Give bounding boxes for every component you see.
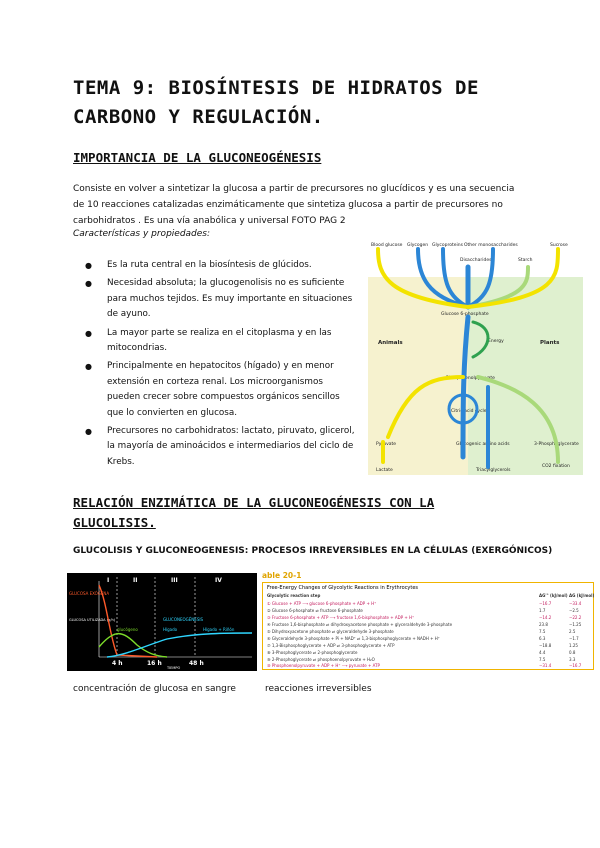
label-exogenous-glucose: GLUCOSA EXÓGENA bbox=[69, 591, 110, 596]
properties-list bbox=[85, 258, 355, 473]
row-dg0: 6.3 bbox=[539, 636, 546, 641]
row-dg: 3.3 bbox=[569, 657, 576, 662]
table-title: Free-Energy Changes of Glycolytic Reactions in Erythrocytes bbox=[267, 585, 419, 591]
list-item: ● Principalmente en hepatocitos (hígado) y en menor extensión en corteza renal. Los microorganismos pueden crecer sobre compuestos orgánicos sencillos que lo convierten en glucosa. bbox=[85, 359, 355, 421]
table-row bbox=[267, 650, 589, 655]
gluconeogenesis-diagram bbox=[368, 237, 583, 475]
col-reaction: Glycolytic reaction step bbox=[267, 593, 321, 598]
row-dg0: 7.5 bbox=[539, 629, 546, 634]
label-disaccharides: Disaccharides bbox=[460, 258, 492, 263]
phase-label: III bbox=[171, 577, 178, 584]
label-glycogen: Glycogen bbox=[407, 243, 429, 248]
table-row bbox=[267, 657, 589, 662]
col-dg0: ΔG'° (kJ/mol) bbox=[539, 593, 568, 598]
row-dg0: −31.4 bbox=[539, 663, 552, 668]
row-dg0: −18.8 bbox=[539, 643, 552, 648]
glycolysis-subheading: GLUCOLISIS Y GLUCONEOGENESIS: PROCESOS IRREVERSIBLES EN LA CÉLULAS (EXERGÓNICOS) bbox=[73, 546, 553, 556]
free-energy-table bbox=[262, 571, 595, 671]
time-label: 4 h bbox=[112, 660, 123, 667]
table-row bbox=[267, 601, 589, 606]
caption-irreversible-reactions: reacciones irreversibles bbox=[265, 684, 372, 694]
row-dg: 2.5 bbox=[569, 629, 576, 634]
table-row bbox=[267, 615, 589, 620]
table-row bbox=[267, 643, 589, 648]
phase-label: IV bbox=[215, 577, 222, 584]
row-text: ⑧ 3-Phosphoglycerate ⇌ 2-phosphoglycerate bbox=[267, 650, 358, 655]
section-heading-importance: IMPORTANCIA DE LA GLUCONEOGÉNESIS bbox=[73, 150, 322, 165]
intro-paragraph: Consiste en volver a sintetizar la glucosa a partir de precursores no glucídicos y es una secuencia de 10 reacciones catalizadas enzimáticamente que sintetiza glucosa a partir de precursores no carbohidratos . Es una vía anabólica y universal FOTO PAG 2 bbox=[73, 184, 515, 226]
label-glucose-6-phosphate: Glucose 6-phosphate bbox=[441, 312, 489, 317]
label-citric-acid-cycle: Citric acid cycle bbox=[451, 409, 487, 414]
label-3-phosphoglycerate: 3-Phosphoglycerate bbox=[534, 442, 579, 447]
table-tag: able 20-1 bbox=[262, 571, 302, 580]
row-dg0: −16.7 bbox=[539, 601, 552, 606]
list-item: ● La mayor parte se realiza en el citoplasma y en las mitocondrias. bbox=[85, 326, 355, 357]
label-liver-kidney: Hígado + Riñón bbox=[203, 627, 235, 632]
label-starch: Starch bbox=[518, 258, 533, 263]
list-item: ● Precursores no carbohidratos: lactato, piruvato, glicerol, la mayoría de aminoácidos e intermediarios del ciclo de Krebs. bbox=[85, 424, 355, 470]
row-text: ⑤ Dihydroxyacetone phosphate ⇌ glyceraldehyde 3-phosphate bbox=[267, 629, 394, 634]
blood-glucose-graph bbox=[67, 573, 257, 671]
row-dg: −33.4 bbox=[569, 601, 582, 606]
label-lactate: Lactate bbox=[376, 468, 393, 473]
table-header bbox=[267, 593, 595, 598]
label-energy: Energy bbox=[488, 339, 504, 344]
row-text: ③ Fructose 6-phosphate + ATP ⟶ fructose 1,6-bisphosphate + ADP + H⁺ bbox=[267, 615, 415, 620]
row-text: ① Glucose + ATP ⟶ glucose 6-phosphate + ADP + H⁺ bbox=[267, 601, 377, 606]
row-dg0: 1.7 bbox=[539, 608, 546, 613]
y-axis-label: GLUCOSA UTILIZADA (g/h) bbox=[69, 618, 116, 622]
label-blood-glucose: Blood glucose bbox=[371, 243, 403, 248]
row-text: ⑦ 1,3-Bisphosphoglycerate + ADP ⇌ 3-phosphoglycerate + ATP bbox=[267, 643, 395, 648]
label-co2-fixation: CO2 fixation bbox=[542, 464, 570, 469]
page-title: TEMA 9: BIOSÍNTESIS DE HIDRATOS DE CARBONO Y REGULACIÓN. bbox=[73, 77, 479, 128]
table-frame bbox=[262, 582, 594, 670]
row-text: ② Glucose 6-phosphate ⇌ fructose 6-phosphate bbox=[267, 608, 363, 613]
row-text: ④ Fructose 1,6-bisphosphate ⇌ dihydroxyacetone phosphate + glyceraldehyde 3-phosphate bbox=[267, 622, 453, 627]
table-row bbox=[267, 636, 589, 641]
label-glucogenic-amino-acids: Glucogenic amino acids bbox=[456, 442, 510, 447]
table-row bbox=[267, 663, 589, 668]
properties-subheading: Características y propiedades: bbox=[73, 229, 211, 239]
label-sucrose: Sucrose bbox=[550, 243, 568, 248]
label-plants: Plants bbox=[540, 340, 560, 346]
table-row bbox=[267, 608, 589, 613]
x-axis-label: TIEMPO bbox=[167, 666, 181, 670]
row-dg: −2.5 bbox=[569, 608, 579, 613]
label-pyruvate: Pyruvate bbox=[376, 442, 397, 447]
row-text: ⑨ 2-Phosphoglycerate ⇌ phosphoenolpyruvate + H₂O bbox=[267, 657, 375, 662]
time-label: 48 h bbox=[189, 660, 204, 667]
label-pep: Phosphoenolpyruvate bbox=[446, 376, 495, 381]
row-dg0: 4.4 bbox=[539, 650, 546, 655]
row-dg: 0.8 bbox=[569, 650, 576, 655]
row-dg0: −14.2 bbox=[539, 615, 552, 620]
list-item: ● Es la ruta central en la biosíntesis de glúcidos. bbox=[85, 258, 355, 273]
phase-label: II bbox=[133, 577, 138, 584]
label-animals: Animals bbox=[378, 340, 403, 346]
row-dg: −1.7 bbox=[569, 636, 579, 641]
row-dg: −16.7 bbox=[569, 663, 582, 668]
row-dg: −22.2 bbox=[569, 615, 582, 620]
phase-label: I bbox=[107, 577, 110, 584]
table-row bbox=[267, 629, 589, 634]
label-glycoproteins: Glycoproteins bbox=[432, 243, 463, 248]
row-text: ⑥ Glyceraldehyde 3-phosphate + Pi + NAD⁺ ⇌ 1,3-bisphosphoglycerate + NADH + H⁺ bbox=[267, 636, 440, 641]
table-row bbox=[267, 622, 589, 627]
col-dg: ΔG (kJ/mol) bbox=[569, 593, 595, 598]
row-dg0: 23.8 bbox=[539, 622, 548, 627]
label-other-monosaccharides: Other monosaccharides bbox=[464, 243, 518, 248]
label-gluconeogenesis: GLUCONEOGÉNESIS bbox=[163, 617, 204, 622]
label-triacylglycerols: Triacylglycerols bbox=[476, 468, 511, 473]
row-dg: −1.25 bbox=[569, 622, 582, 627]
list-item: ● Necesidad absoluta; la glucogenolisis no es suficiente para muchos tejidos. Es muy importante en situaciones de ayuno. bbox=[85, 276, 355, 322]
row-dg0: 7.5 bbox=[539, 657, 546, 662]
row-dg: 1.25 bbox=[569, 643, 578, 648]
row-text: ⑩ Phosphoenolpyruvate + ADP + H⁺ ⟶ pyruvate + ATP bbox=[267, 663, 380, 668]
time-label: 16 h bbox=[147, 660, 162, 667]
caption-blood-glucose: concentración de glucosa en sangre bbox=[73, 684, 236, 694]
label-liver: Hígado bbox=[163, 627, 178, 632]
label-glycogen: glucógeno bbox=[117, 627, 138, 632]
section-heading-enzymatic-relation: RELACIÓN ENZIMÁTICA DE LA GLUCONEOGÉNESIS CON LA GLUCOLISIS. bbox=[73, 495, 435, 530]
